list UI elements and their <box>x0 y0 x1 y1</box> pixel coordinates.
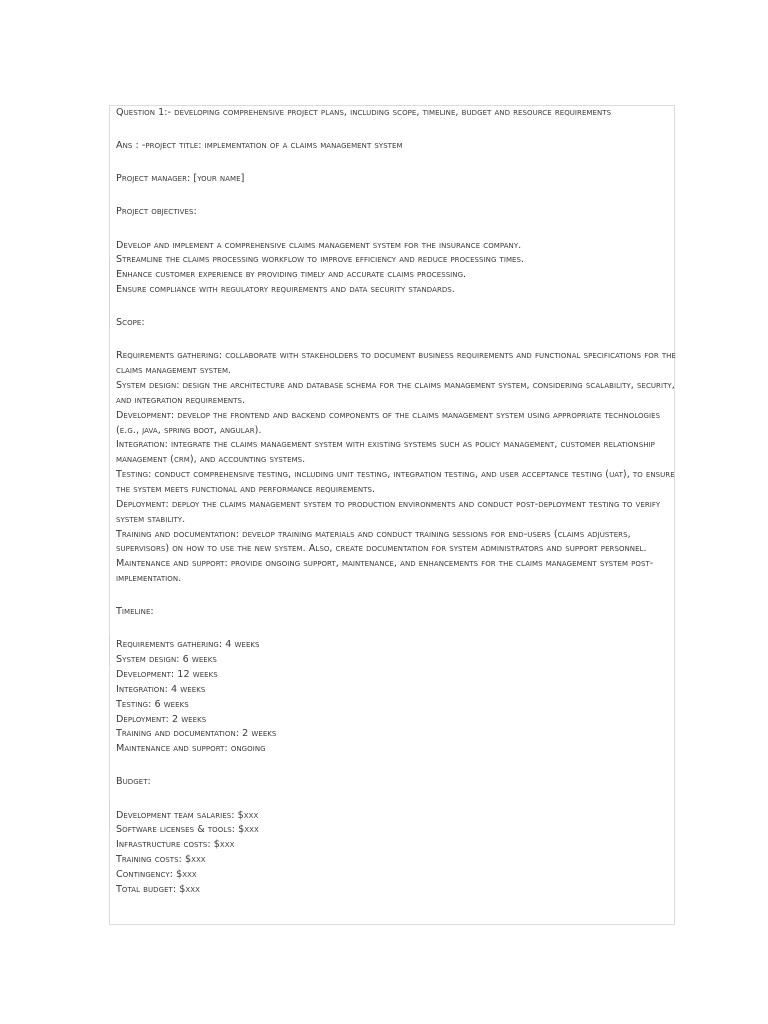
budget-item: Infrastructure costs: $xxx <box>116 839 235 851</box>
change-marker <box>109 258 110 328</box>
budget-item: Total budget: $xxx <box>116 883 200 895</box>
objective-item: Develop and implement a comprehensive claims management system for the insurance company. <box>116 239 522 251</box>
objective-item: Ensure compliance with regulatory requirements and data security standards. <box>116 284 455 296</box>
scope-item: Integration: integrate the claims management system with existing systems such as policy management, customer relationship management (crm), and accounting systems. <box>116 439 655 466</box>
timeline-item: System design: 6 weeks <box>116 654 217 666</box>
budget-item: Development team salaries: $xxx <box>116 809 259 821</box>
budget-item: Software licenses & tools: $xxx <box>116 824 259 836</box>
scope-heading: Scope: <box>116 317 145 329</box>
budget-item: Contingency: $xxx <box>116 868 197 880</box>
change-marker <box>109 636 110 666</box>
scope-item: Development: develop the frontend and backend components of the claims management system using appropriate technologies (e.g., java, spring boot, angular). <box>116 409 661 436</box>
budget-item: Training costs: $xxx <box>116 854 206 866</box>
project-manager-line: Project manager: [your name] <box>116 173 245 185</box>
timeline-item: Deployment: 2 weeks <box>116 713 207 725</box>
timeline-heading: Timeline: <box>116 606 154 618</box>
scope-item: Training and documentation: develop training materials and conduct training sessions for end-users (claims adjusters, supervisors) on how to use the new system. Also, create documentation for system administrators and support personnel. <box>116 528 647 555</box>
change-marker <box>109 800 110 830</box>
scope-item: Maintenance and support: provide ongoing support, maintenance, and enhancements for the claims management system post-implementation. <box>116 558 654 585</box>
timeline-item: Development: 12 weeks <box>116 669 218 680</box>
scope-item: Testing: conduct comprehensive testing, including unit testing, integration testing, and user acceptance testing (uat), to ensure the system meets functional and performance requirements. <box>116 469 675 495</box>
scope-item: Deployment: deploy the claims management system to production environments and conduct post-deployment testing to verify system stability. <box>116 498 661 525</box>
budget-heading: Budget: <box>116 776 151 788</box>
scope-item: System design: design the architecture and database schema for the claims management system, considering scalability, security, and integration requirements. <box>116 380 675 406</box>
timeline-item: Maintenance and support: ongoing <box>116 743 266 755</box>
objective-item: Streamline the claims processing workflow to improve efficiency and reduce processing times. <box>116 254 525 266</box>
scope-item: Requirements gathering: collaborate with stakeholders to document business requirements and functional specifications for the claims management system. <box>116 350 676 377</box>
timeline-item: Testing: 6 weeks <box>116 698 189 710</box>
objectives-heading: Project objectives: <box>116 206 197 218</box>
objective-item: Enhance customer experience by providing timely and accurate claims processing. <box>116 269 467 281</box>
document-body <box>116 106 676 898</box>
timeline-item: Training and documentation: 2 weeks <box>116 728 277 740</box>
question-text: Question 1:- developing comprehensive project plans, including scope, timeline, budget and resource requirements <box>116 107 612 118</box>
answer-title: Ans : -project title: implementation of a claims management system <box>116 140 403 152</box>
timeline-item: Integration: 4 weeks <box>116 683 206 695</box>
timeline-item: Requirements gathering: 4 weeks <box>116 639 260 651</box>
